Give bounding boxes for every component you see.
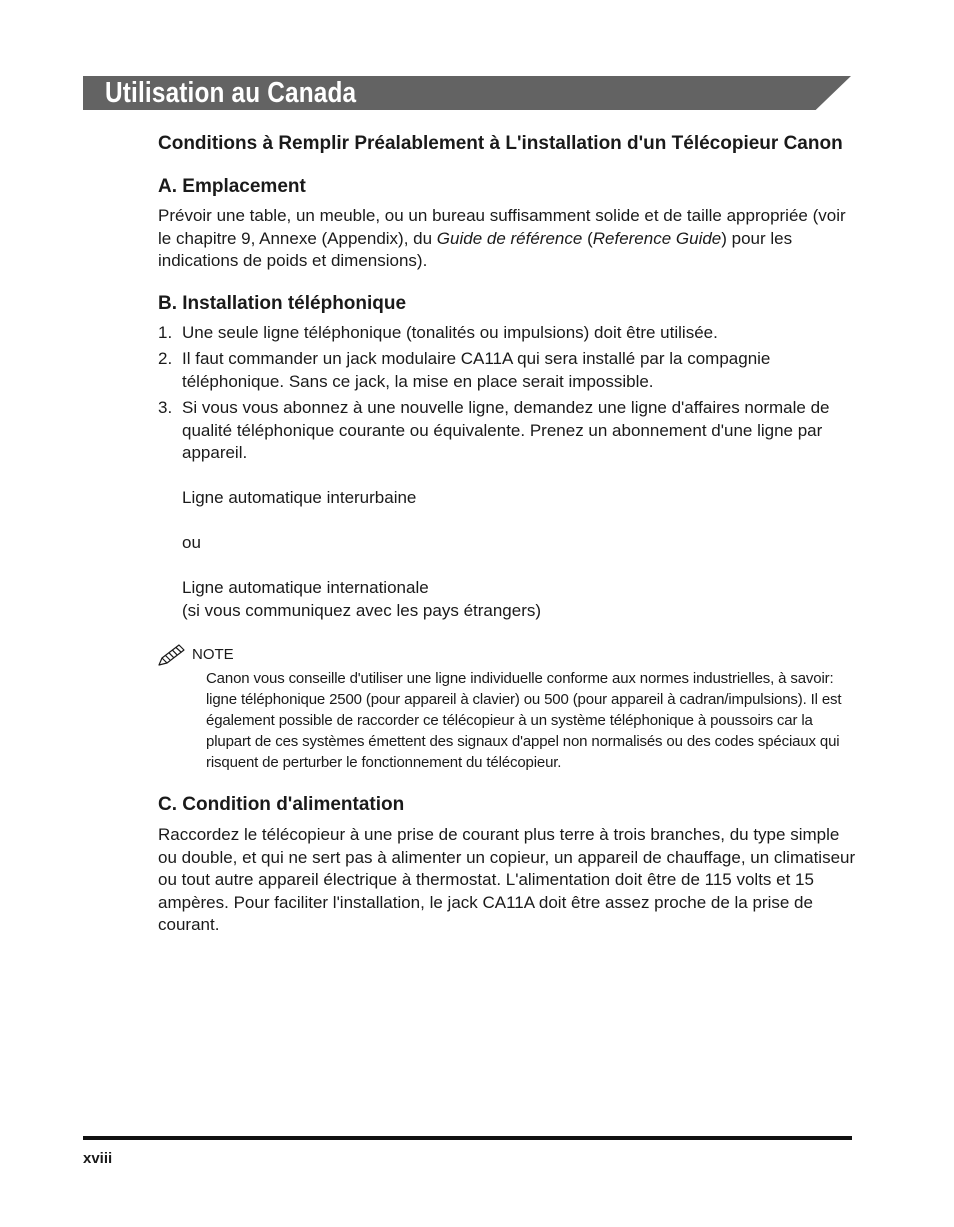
main-heading: Conditions à Remplir Préalablement à L'installation d'un Télécopieur Canon bbox=[158, 133, 843, 154]
section-emplacement bbox=[158, 175, 858, 273]
list-item-text: Si vous vous abonnez à une nouvelle ligne, demandez une ligne d'affaires normale de qualité téléphonique courante ou équivalente. Prenez un abonnement d'une ligne par appareil. bbox=[182, 398, 830, 462]
list-item bbox=[158, 397, 858, 465]
open-paren: ( bbox=[582, 228, 593, 248]
line-option-1: Ligne automatique interurbaine bbox=[182, 488, 417, 507]
list-item-number: 1. bbox=[158, 322, 173, 342]
section-alimentation bbox=[158, 793, 858, 937]
note-text: Canon vous conseille d'utiliser une ligne individuelle conforme aux normes industrielles, à savoir: ligne téléphonique 2500 (pour appareil à clavier) ou 500 (pour appareil à cadran/impulsions). Il est également possible de raccorder ce télécopieur à un système téléphonique à poussoirs car la plupart de ces systèmes émettent des signaux d'appel non normalisés ou des codes spéciaux qui risquent de perturber le fonctionnement du télécopieur. bbox=[206, 670, 842, 771]
list-item-text: Une seule ligne téléphonique (tonalités ou impulsions) doit être utilisée. bbox=[182, 322, 718, 342]
section-c-text: Raccordez le télécopieur à une prise de courant plus terre à trois branches, du type simple ou double, et qui ne sert pas à alimenter un copieur, un appareil de chauffage, un climatiseur ou tout autre appareil électrique à thermostat. L'alimentation doit être de 115 volts et 15 ampères. Pour faciliter l'installation, le jack CA11A doit être assez proche de la prise de courant. bbox=[158, 825, 856, 934]
list-item-number: 3. bbox=[158, 398, 173, 417]
steps-list bbox=[158, 322, 858, 465]
list-item bbox=[158, 322, 858, 345]
list-item-number: 2. bbox=[158, 349, 173, 368]
page-number: xviii bbox=[83, 1150, 113, 1167]
section-a-text-before: Prévoir une table, un meuble, ou un bureau suffisamment solide et de taille appropriée (voir le chapitre 9, Annexe (Appendix), du bbox=[158, 206, 846, 248]
list-item-text: Il faut commander un jack modulaire CA11A qui sera installé par la compagnie téléphonique. Sans ce jack, la mise en place serait impossible. bbox=[182, 349, 771, 391]
section-a-heading: A. Emplacement bbox=[158, 176, 306, 197]
page-content bbox=[158, 131, 858, 937]
section-c-heading: C. Condition d'alimentation bbox=[158, 794, 405, 815]
section-a-text-after: ) pour les indications de poids et dimensions). bbox=[158, 228, 793, 270]
note-label: NOTE bbox=[192, 646, 234, 663]
section-b-heading: B. Installation téléphonique bbox=[158, 292, 407, 314]
line-option-2-note: (si vous communiquez avec les pays étrangers) bbox=[182, 600, 542, 620]
list-item bbox=[158, 348, 858, 393]
note-header bbox=[158, 644, 858, 666]
section-installation bbox=[158, 292, 858, 623]
guide-title-en: Reference Guide bbox=[592, 228, 722, 248]
footer-rule bbox=[83, 1136, 852, 1140]
line-option-2: Ligne automatique internationale bbox=[182, 578, 429, 597]
guide-title-fr: Guide de référence bbox=[436, 228, 583, 248]
note-box bbox=[158, 644, 858, 773]
chapter-title: Utilisation au Canada bbox=[105, 77, 357, 109]
line-option-or: ou bbox=[182, 533, 201, 552]
section-a-text bbox=[158, 205, 858, 273]
pencil-icon bbox=[158, 644, 186, 666]
